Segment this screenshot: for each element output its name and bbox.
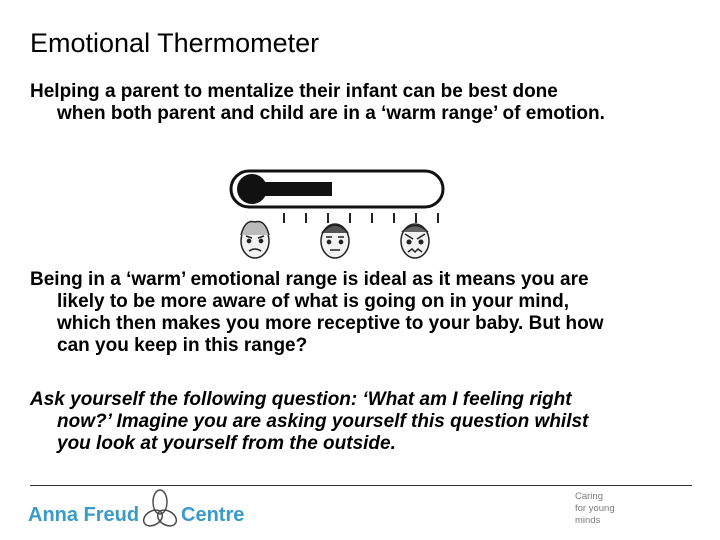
tagline: [575, 491, 615, 527]
calm-face-icon: [321, 224, 349, 258]
anna-freud-centre-logo: [28, 488, 258, 532]
body-line: Being in a ‘warm’ emotional range is ideal as it means you are: [30, 269, 589, 290]
logo-text-right: Centre: [181, 504, 245, 526]
emotional-thermometer-figure: [225, 163, 470, 273]
question-line: Ask yourself the following question: ‘What am I feeling right: [30, 389, 572, 410]
logo-mark-icon: [142, 488, 178, 532]
body-paragraph: [30, 269, 700, 357]
question-line: now?’ Imagine you are asking yourself this question whilst: [57, 411, 589, 432]
body-line: likely to be more aware of what is going on in your mind,: [57, 291, 570, 312]
tagline-line: for young: [575, 503, 615, 514]
intro-paragraph: [30, 81, 700, 125]
question-line: you look at yourself from the outside.: [57, 433, 396, 454]
angry-face-icon: [401, 224, 429, 258]
body-line: which then makes you more receptive to your baby. But how: [57, 313, 604, 334]
body-line: can you keep in this range?: [57, 335, 308, 356]
page-title: Emotional Thermometer: [30, 28, 320, 58]
tagline-line: minds: [575, 515, 601, 526]
thermometer-icon: [231, 171, 443, 223]
footer-divider: [30, 485, 692, 486]
tagline-line: Caring: [575, 491, 603, 502]
thermometer-mercury: [252, 182, 332, 196]
question-paragraph: [30, 389, 700, 455]
intro-line: Helping a parent to mentalize their infant can be best done: [30, 81, 558, 102]
intro-line: when both parent and child are in a ‘warm range’ of emotion.: [57, 103, 605, 124]
logo-text-left: Anna Freud: [28, 504, 140, 526]
worried-face-icon: [241, 222, 269, 258]
